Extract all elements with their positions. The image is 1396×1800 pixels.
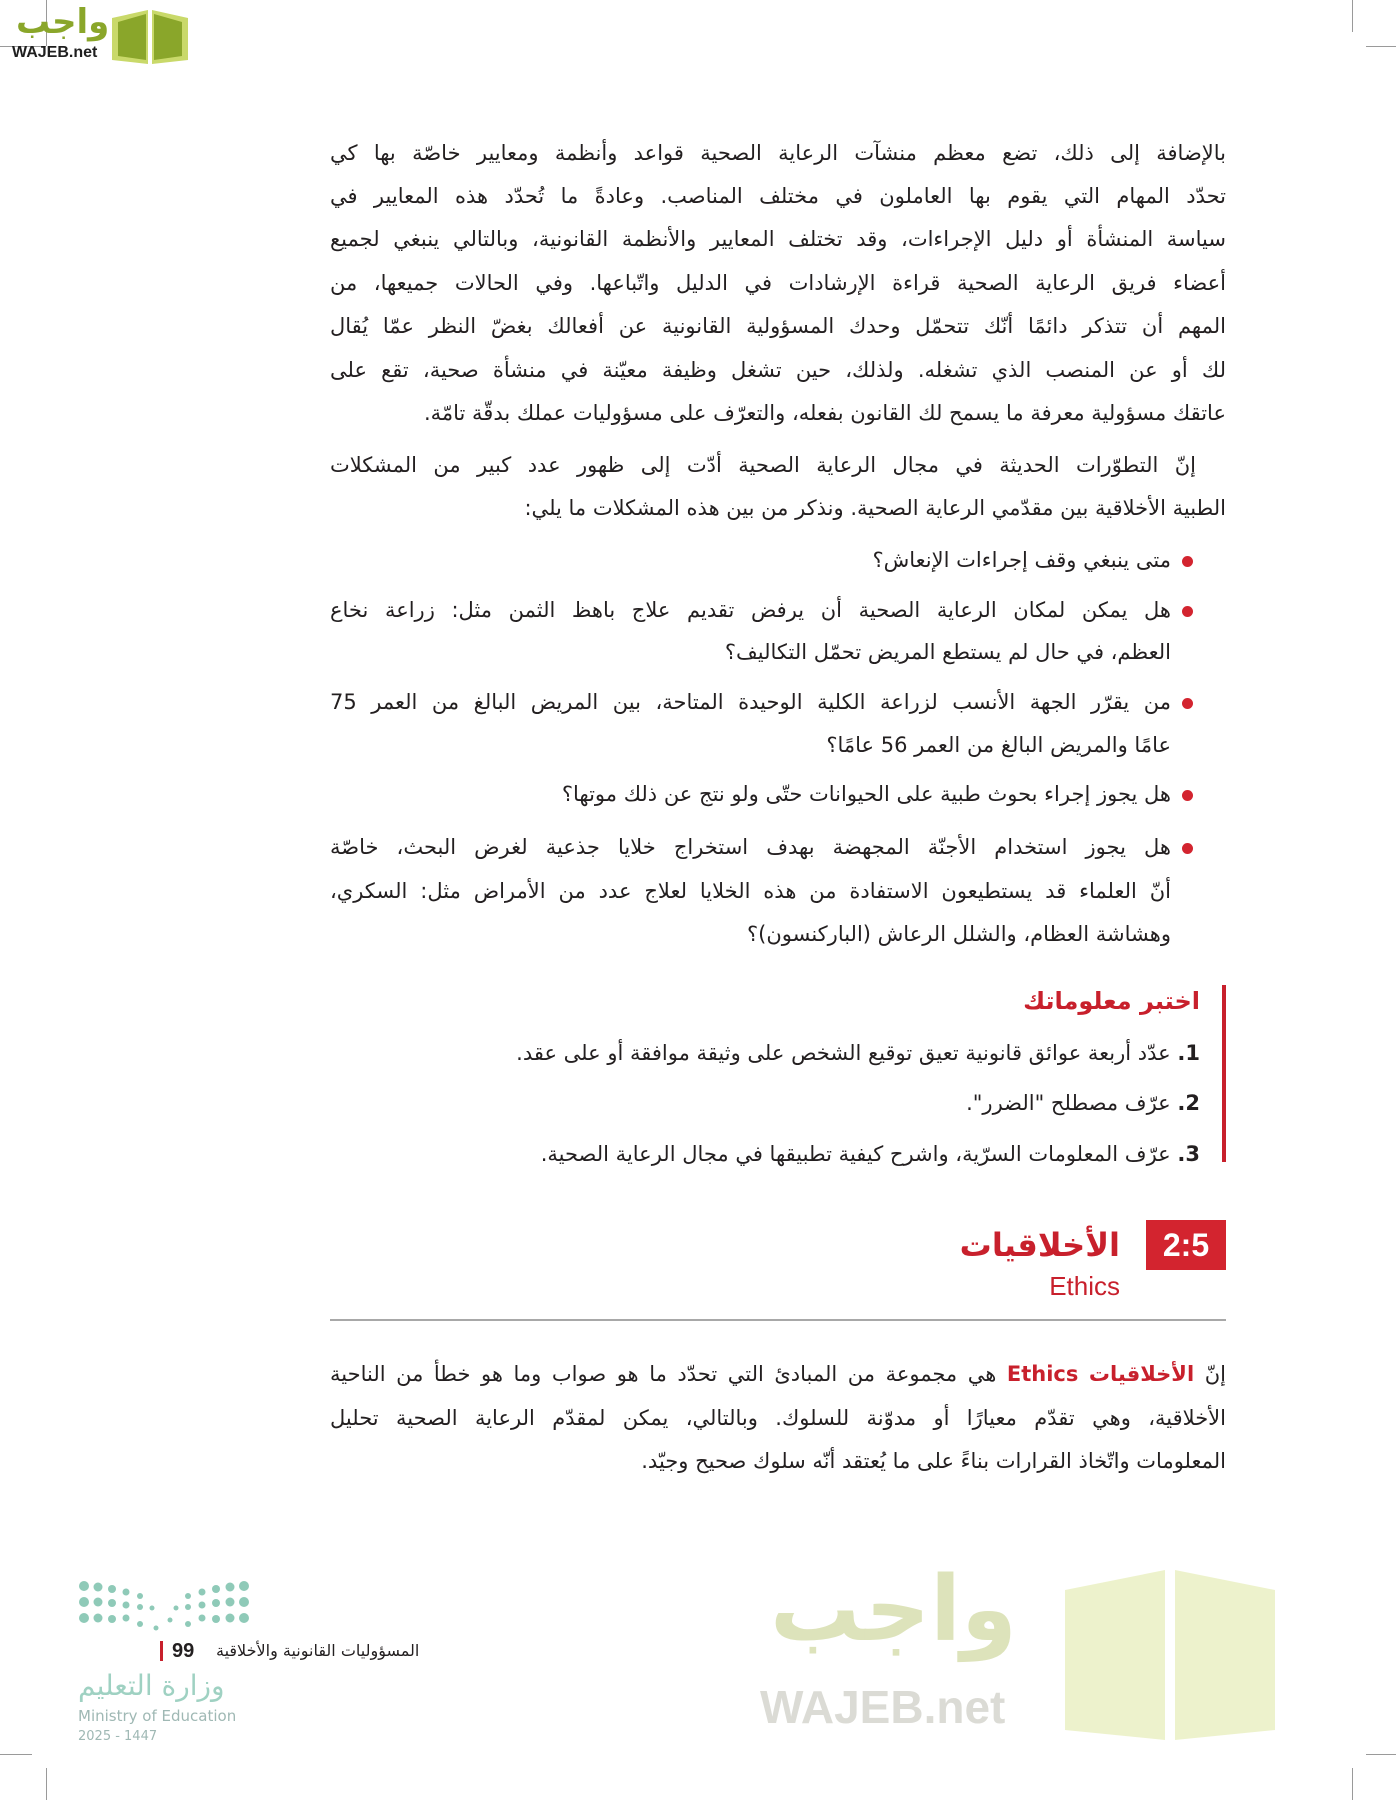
list-item: العظم، في حال لم يستطع المريض تحمّل التكاليف؟	[724, 640, 1171, 664]
quiz-item-text: عرّف مصطلح "الضرر".	[966, 1091, 1171, 1115]
list-item: عامًا والمريض البالغ من العمر 56 عامًا؟	[826, 733, 1171, 757]
bullet-icon	[1182, 698, 1193, 709]
quiz-item	[330, 1139, 1200, 1169]
term-english: Ethics	[1006, 1362, 1079, 1386]
quiz-title: اختبر معلوماتك	[1023, 987, 1200, 1015]
bullet-icon	[1182, 556, 1193, 567]
text-line: لك أو عن المنصب الذي تشغله. ولذلك، حين تشغل وظيفة معيّنة في منشأة صحية، تقع على	[330, 358, 1226, 382]
ministry-name-arabic: وزارة التعليم	[78, 1669, 225, 1702]
crop-mark	[1366, 46, 1396, 47]
quiz-item-text: عدّد أربعة عوائق قانونية تعيق توقيع الشخص على وثيقة موافقة أو على عقد.	[516, 1041, 1171, 1065]
quiz-item	[330, 1088, 1200, 1118]
section-number-badge: 2:5	[1146, 1220, 1226, 1270]
crop-mark	[0, 1754, 32, 1755]
quiz-item-number: 1.	[1177, 1041, 1200, 1065]
book-icon	[108, 4, 192, 66]
logo-latin: WAJEB.net	[12, 44, 98, 61]
text-line: عاتقك مسؤولية معرفة ما يسمح لك القانون بفعله، والتعرّف على مسؤوليات عملك بدقّة تامّة.	[423, 401, 1226, 425]
chapter-title: المسؤوليات القانونية والأخلاقية	[216, 1641, 420, 1660]
text-line: سياسة المنشأة أو دليل الإجراءات، وقد تختلف المعايير والأنظمة القانونية، وبالتالي ينبغي لجميع	[330, 227, 1226, 251]
bullet-icon	[1182, 606, 1193, 617]
text-line: أعضاء فريق الرعاية الصحية قراءة الإرشادات في الدليل واتّباعها. وفي الحالات جميعها، من	[330, 271, 1226, 295]
text-line: الطبية الأخلاقية بين مقدّمي الرعاية الصحية. ونذكر من بين هذه المشكلات ما يلي:	[524, 496, 1226, 520]
text-line: تحدّد المهام التي يقوم بها العاملون في مختلف المناصب. وعادةً ما تُحدّد هذه المعايير في	[330, 184, 1226, 208]
section-divider	[330, 1319, 1226, 1321]
quiz-item-number: 2.	[1177, 1091, 1200, 1115]
list-item: أنّ العلماء قد يستطيعون الاستفادة من هذه الخلايا لعلاج عدد من الأمراض مثل: السكري،	[330, 879, 1171, 903]
text-line: المهم أن تتذكر دائمًا أنّك تتحمّل وحدك المسؤولية القانونية عن أفعالك بغضّ النظر عمّا يُقال	[330, 314, 1226, 338]
text-fragment: إنّ	[1204, 1362, 1226, 1386]
crop-mark	[46, 1768, 47, 1800]
quiz-item-text: عرّف المعلومات السرّية، واشرح كيفية تطبيقها في مجال الرعاية الصحية.	[540, 1142, 1171, 1166]
wajeb-logo[interactable]	[8, 4, 188, 66]
watermark-latin: WAJEB.net	[760, 1681, 1006, 1733]
text-fragment: هي مجموعة من المبادئ التي تحدّد ما هو صواب وما هو خطأ من الناحية	[330, 1362, 997, 1386]
list-item: هل يجوز استخدام الأجنّة المجهضة بهدف استخراج خلايا جذعية لغرض البحث، خاصّة	[330, 835, 1171, 859]
watermark-arabic: واجب	[770, 1557, 1017, 1662]
watermark-book-icon	[1060, 1560, 1280, 1740]
list-item: هل يمكن لمكان الرعاية الصحية أن يرفض تقديم علاج باهظ الثمن مثل: زراعة نخاع	[330, 598, 1171, 622]
bullet-icon	[1182, 843, 1193, 854]
list-item: وهشاشة العظام، والشلل الرعاش (الباركنسون)؟	[747, 922, 1171, 946]
bullet-icon	[1182, 790, 1193, 801]
text-line: إنّ التطوّرات الحديثة في مجال الرعاية الصحية أدّت إلى ظهور عدد كبير من المشكلات	[330, 453, 1196, 477]
quiz-item-number: 3.	[1177, 1142, 1200, 1166]
academic-year: 2025 - 1447	[78, 1729, 158, 1744]
text-line	[330, 1359, 1226, 1389]
list-item: هل يجوز إجراء بحوث طبية على الحيوانات حتّى ولو نتج عن ذلك موتها؟	[561, 782, 1171, 806]
list-item: من يقرّر الجهة الأنسب لزراعة الكلية الوحيدة المتاحة، بين المريض البالغ من العمر 75	[330, 690, 1171, 714]
section-title-english: Ethics	[1049, 1271, 1120, 1301]
text-line: بالإضافة إلى ذلك، تضع معظم منشآت الرعاية الصحية قواعد وأنظمة ومعايير خاصّة بها كي	[330, 141, 1226, 165]
section-title-arabic: الأخلاقيات	[959, 1226, 1120, 1264]
crop-mark	[1352, 0, 1353, 32]
page-number: 99	[172, 1640, 195, 1662]
page-number-divider	[160, 1641, 163, 1661]
text-line: الأخلاقية، وهي تقدّم معيارًا أو مدوّنة للسلوك. وبالتالي، يمكن لمقدّم الرعاية الصحية تحليل	[330, 1406, 1226, 1430]
crop-mark	[1366, 1754, 1396, 1755]
text-line: المعلومات واتّخاذ القرارات بناءً على ما يُعتقد أنّه سلوك صحيح وجيّد.	[641, 1449, 1226, 1473]
watermark	[760, 1557, 1280, 1740]
ministry-name-english: Ministry of Education	[78, 1707, 237, 1725]
quiz-accent-bar	[1222, 985, 1226, 1162]
list-item: متى ينبغي وقف إجراءات الإنعاش؟	[872, 548, 1171, 572]
logo-arabic: واجب	[16, 2, 110, 42]
quiz-item	[330, 1038, 1200, 1068]
term-arabic: الأخلاقيات	[1088, 1362, 1195, 1386]
ministry-logo-dots-icon	[78, 1580, 250, 1636]
crop-mark	[1352, 1768, 1353, 1800]
